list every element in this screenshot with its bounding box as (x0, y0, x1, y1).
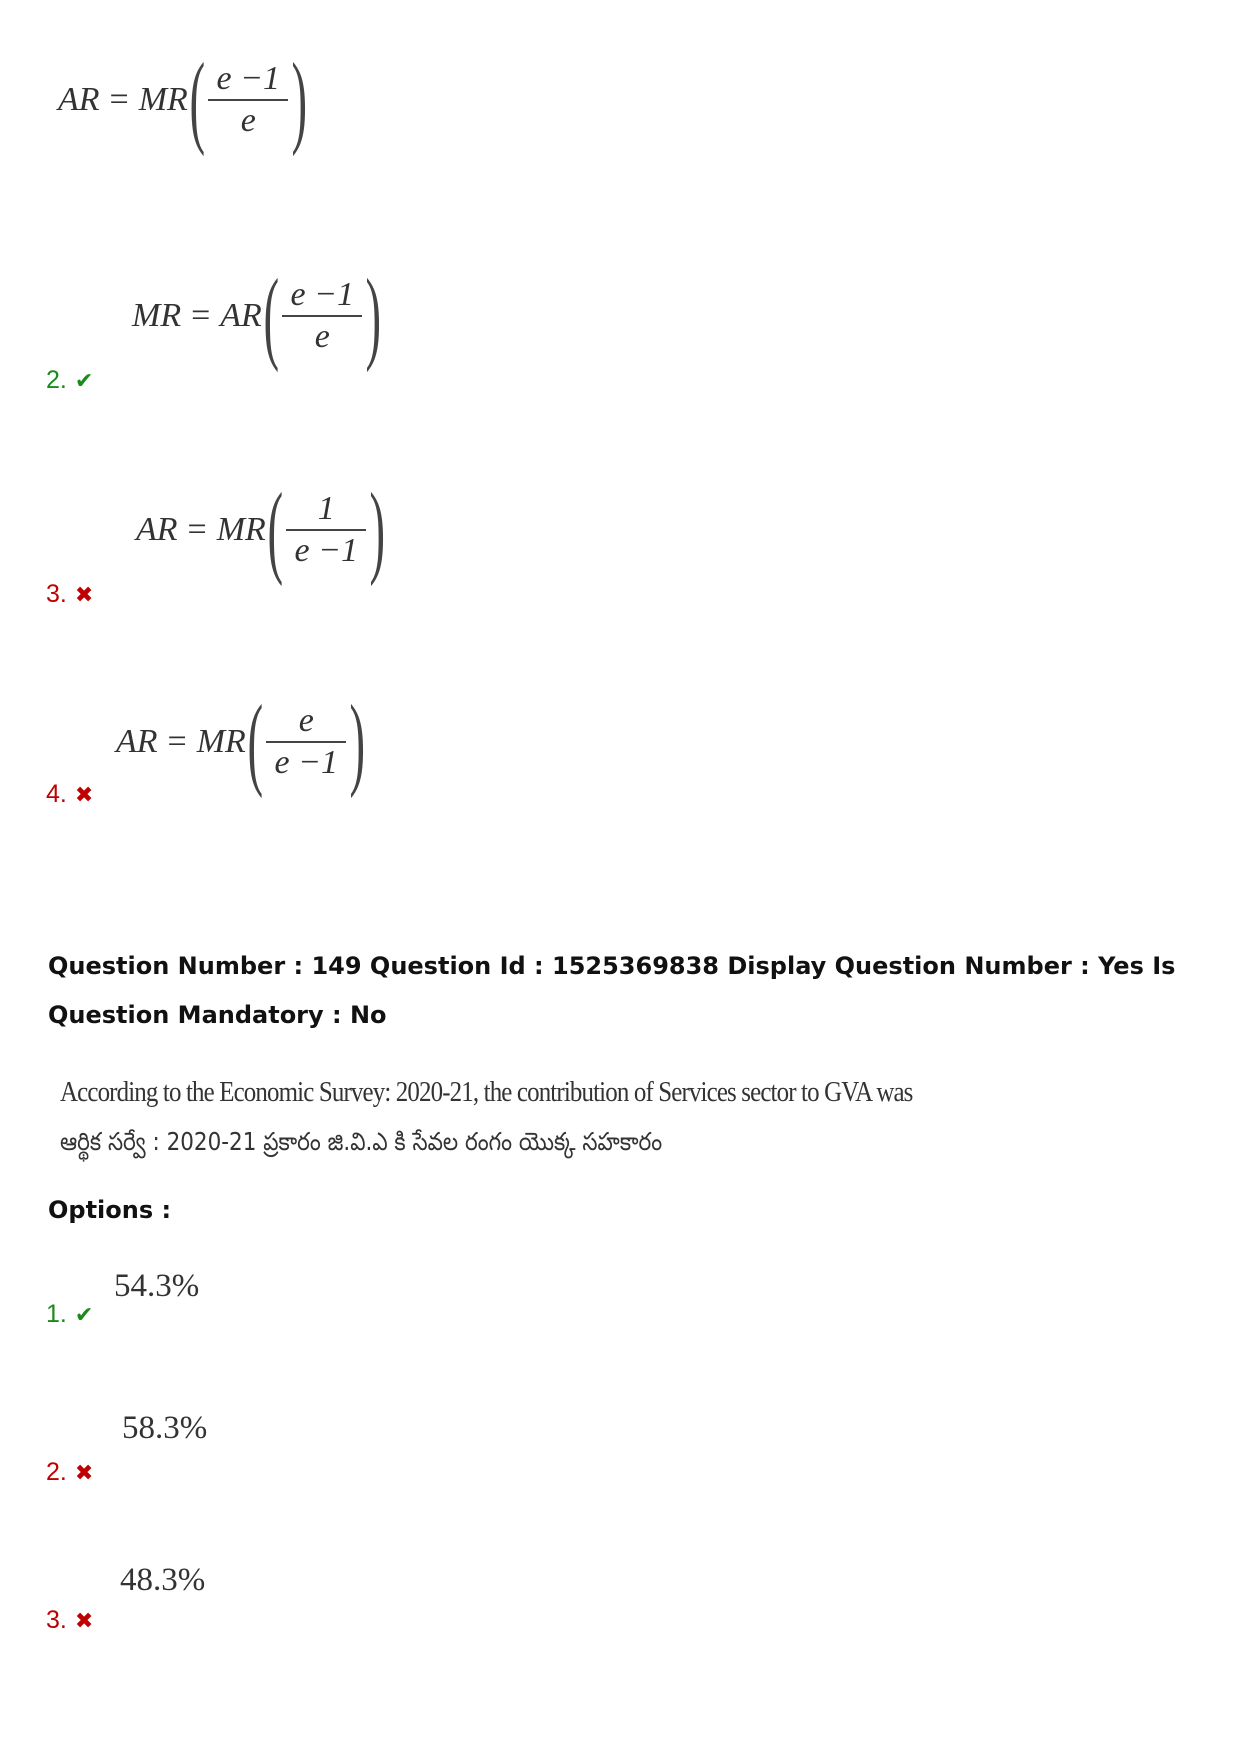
denominator: e (240, 102, 256, 139)
check-icon: ✔ (74, 367, 94, 393)
cross-icon: ✖ (74, 581, 94, 607)
formula-lhs: AR (58, 81, 100, 118)
numerator: e −1 (290, 276, 355, 313)
check-icon: ✔ (74, 1301, 94, 1327)
numerator: e −1 (216, 60, 281, 97)
equals-sign: = (167, 723, 187, 760)
formula-rhs: MR (216, 511, 266, 548)
equals-sign: = (191, 297, 211, 334)
equals-sign: = (187, 511, 207, 548)
fraction (282, 275, 362, 357)
option-2-value: 58.3% (122, 1410, 208, 1446)
right-paren: ) (291, 42, 308, 157)
formula-lhs: MR (132, 297, 182, 334)
cross-icon: ✖ (74, 1607, 94, 1633)
equals-sign: = (109, 81, 129, 118)
denominator: e −1 (294, 532, 359, 569)
fraction (286, 489, 366, 571)
formula-option-1 (58, 42, 309, 157)
options-label: Options : (48, 1196, 172, 1224)
cross-icon: ✖ (74, 1459, 94, 1485)
formula-rhs: MR (138, 81, 188, 118)
option-number: 2. (46, 1458, 67, 1486)
formula-lhs: AR (136, 511, 178, 548)
formula-rhs: MR (196, 723, 246, 760)
right-paren: ) (349, 684, 366, 799)
fraction (208, 59, 288, 141)
formula-rhs: AR (220, 297, 262, 334)
cross-icon: ✖ (74, 781, 94, 807)
denominator: e −1 (274, 744, 339, 781)
question-text-telugu: ఆర్థిక సర్వే : 2020-21 ప్రకారం జి.వి.ఎ కి సేవల రంగం యొక్క సహకారం (60, 1127, 663, 1156)
left-paren: ( (267, 472, 283, 587)
question-header: Question Number : 149 Question Id : 1525369838 Display Question Number : Yes Is Question Mandatory : No (48, 952, 1176, 1029)
option-4-marker (46, 780, 93, 809)
option-number: 1. (46, 1300, 67, 1328)
left-paren: ( (263, 258, 279, 373)
question-text-english: According to the Economic Survey: 2020-21, the contribution of Services sector to GVA was (60, 1076, 913, 1108)
option-number: 4. (46, 780, 67, 808)
numerator: e (298, 702, 314, 739)
option-2-marker (46, 1458, 93, 1487)
option-number: 2. (46, 366, 67, 394)
option-3-marker (46, 580, 93, 609)
right-paren: ) (365, 258, 382, 373)
formula-lhs: AR (116, 723, 158, 760)
option-3-marker (46, 1606, 93, 1635)
option-1-marker (46, 1300, 93, 1329)
option-1-value: 54.3% (114, 1268, 200, 1304)
right-paren: ) (369, 472, 386, 587)
option-number: 3. (46, 1606, 67, 1634)
left-paren: ( (189, 42, 205, 157)
fraction (266, 701, 346, 783)
option-3-value: 48.3% (120, 1562, 206, 1598)
formula-option-3 (136, 472, 387, 587)
denominator: e (314, 318, 330, 355)
formula-option-2 (132, 258, 383, 373)
option-number: 3. (46, 580, 67, 608)
formula-option-4 (116, 684, 367, 799)
option-2-marker (46, 366, 93, 395)
left-paren: ( (247, 684, 263, 799)
numerator: 1 (317, 490, 335, 527)
